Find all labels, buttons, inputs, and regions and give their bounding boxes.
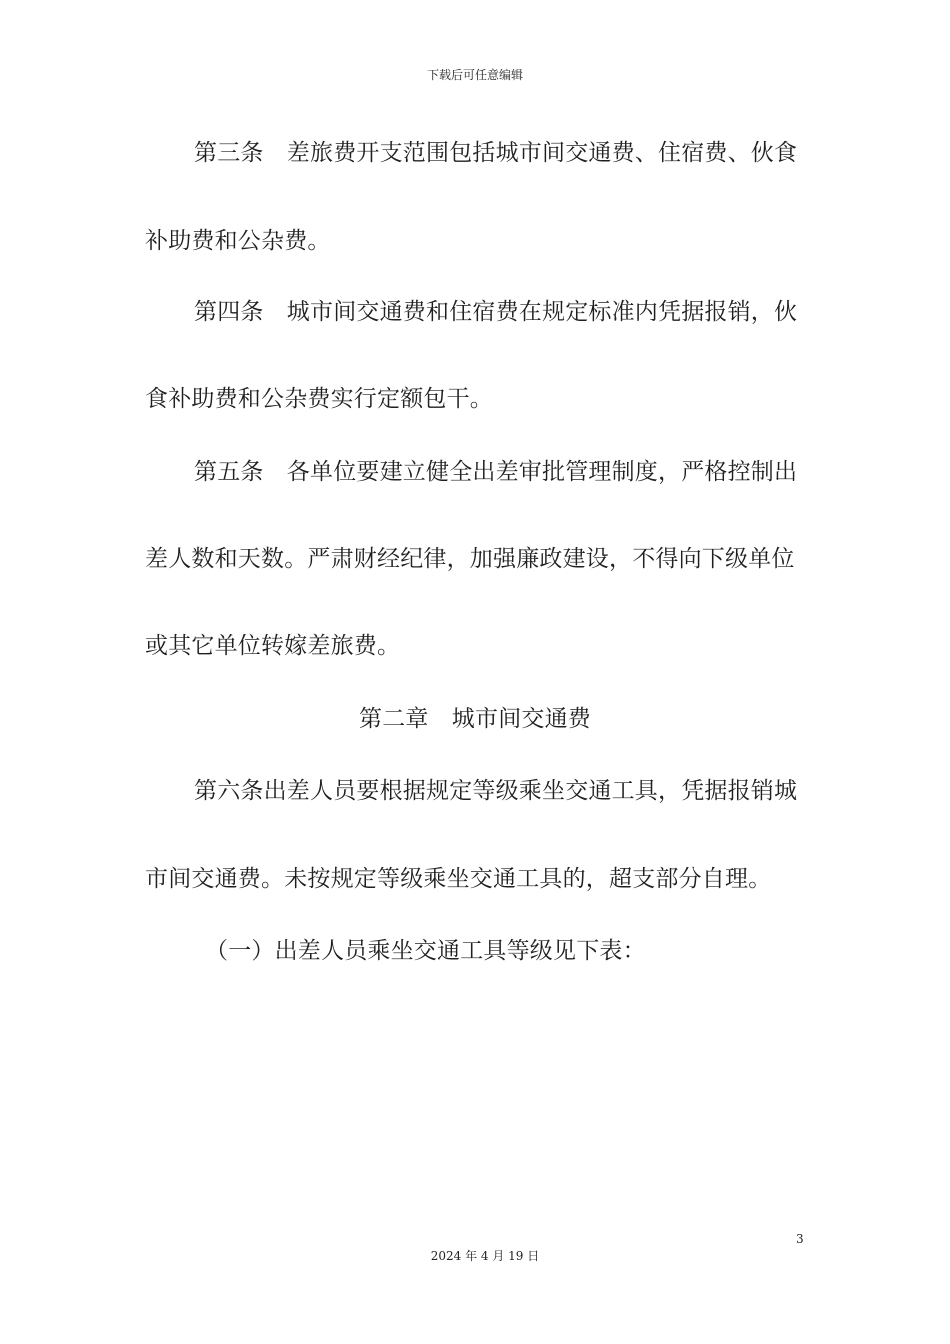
article-4-line-2: 食补助费和公杂费实行定额包干。 bbox=[145, 386, 493, 412]
article-3-line-1: 第三条 差旅费开支范围包括城市间交通费、住宿费、伙食 bbox=[194, 140, 798, 166]
page-header: 下载后可任意编辑 bbox=[426, 68, 523, 82]
chapter-2-heading: 第二章 城市间交通费 bbox=[359, 706, 591, 732]
article-4-line-1: 第四条 城市间交通费和住宿费在规定标准内凭据报销，伙 bbox=[194, 299, 798, 325]
footer-date: 2024 年 4 月 19 日 bbox=[430, 1249, 540, 1263]
article-5-line-1: 第五条 各单位要建立健全出差审批管理制度，严格控制出 bbox=[194, 459, 798, 485]
clause-1-line: （一）出差人员乘坐交通工具等级见下表： bbox=[205, 938, 646, 964]
article-6-line-1: 第六条出差人员要根据规定等级乘坐交通工具，凭据报销城 bbox=[194, 778, 798, 804]
page-number: 3 bbox=[796, 1232, 804, 1246]
article-3-line-2: 补助费和公杂费。 bbox=[145, 228, 331, 254]
article-5-line-3: 或其它单位转嫁差旅费。 bbox=[145, 633, 401, 659]
article-6-line-2: 市间交通费。未按规定等级乘坐交通工具的，超支部分自理。 bbox=[145, 866, 772, 892]
article-5-line-2: 差人数和天数。严肃财经纪律，加强廉政建设，不得向下级单位 bbox=[145, 546, 795, 572]
